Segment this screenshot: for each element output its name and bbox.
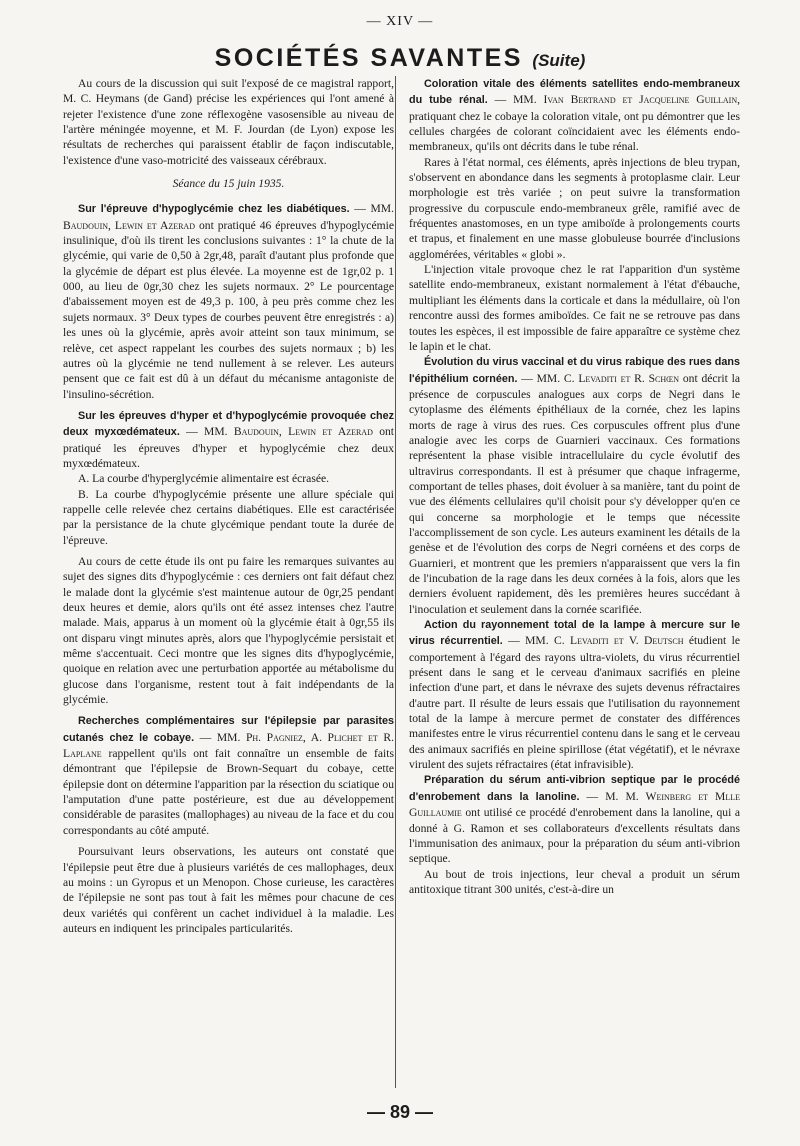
paragraph: Poursuivant leurs observations, les auteurs ont constaté que l'épilepsie peut être due à plusieurs variétés de ces mallophages, deux au moins : un Gyropus et un Menopon. Chose curieuse, les caractères de l'épilepsie ne sont pas tout à fait les mêmes pour chacune de ces deux variétés qui confèrent un cachet individuel à la maladie. Les auteurs en indiquent les principales particularités.: [63, 845, 394, 935]
left-column: [63, 76, 394, 936]
right-column: [409, 76, 740, 897]
section-title-text: SOCIÉTÉS SAVANTES: [214, 44, 523, 72]
article-body: ont pratiqué 46 épreuves d'hypoglycémie insulinique, d'où ils tirent les conclusions suivantes : 1° la chute de la glycémie, qui varie de 0,50 à 2gr,48, paraît d'autant plus profonde que la glycémie de départ est plus élevée. La moyenne est de 1gr,02 p. 1 000, au lieu de 0gr,30 chez les sujets normaux. 2° Le pourcentage d'abaissement moyen est de 49,3 p. 100, à peu près comme chez les sujets normaux. 3° Deux types de courbes peuvent être enregistrés : a) les unes où la glycémie, après avoir atteint son taux minimum, se relève, cet aspect rappelant les courbes des sujets normaux ; b) les autres où la glycémie ne tend nullement à se relever. Les auteurs pensent que ce fait est dû à un défaut du mécanisme antagoniste de l'insulino-sécrétion.: [63, 218, 394, 401]
article-hypoglycemie-diabetiques: Sur l'épreuve d'hypoglycémie chez les diabétiques. — MM. Baudouin, Lewin et Azerad ont pratiqué 46 épreuves d'hypoglycémie insulinique, d'où ils tirent les conclusions suivantes : 1° la chute de la glycémie, qui varie de 0,50 à 2gr,48, paraît d'autant plus profonde que la glycémie de départ est plus élevée. La moyenne est de 1gr,02 p. 1 000, au lieu de 0gr,30 chez les sujets normaux. 2° Le pourcentage d'abaissement moyen est de 49,3 p. 100, à peu près comme chez les sujets normaux. 3° Deux types de courbes peuvent être enregistrés : a) les unes où la glycémie, après avoir atteint son taux minimum, se relève, cet aspect rappelant les courbes des sujets normaux ; b) les autres où la glycémie ne tend nullement à se relever. Les auteurs pensent que ce fait est dû à un défaut du mécanisme antagoniste de l'insulino-sécrétion.: [63, 202, 394, 401]
article-body: ont décrit la présence de corpuscules analogues aux corps de Negri dans le cytoplasme des éléments épithéliaux de la cornée, chez les lapins morts de rage à virus des rues. Ces corpuscules offrent plus d'une analogie avec les corps de Guarnieri vaccinaux. Ces formations représentent la phase visible intracellulaire du cycle évolutif des ultravirus correspondants. Il est à présumer que chaque infragerme, comportant de telles phases, doit évoluer à sa manière, tant du point de vue des éléments cellulaires qu'il choisit pour s'y développer qu'en ce qui concerne sa morphologie et le temps que nécessite l'accomplissement de son cycle. Les auteurs examinent les détails de la genèse et de l'évolution des corps de Negri cornéens et des corps de Guarnieri, et montrent que les premiers n'apparaissent que vers la fin de l'incubation de la rage dans les deux cornées à la fois, alors que les derniers évoluent rapidement, dès les premières heures succédant à l'inoculation et seulement dans la cornée scarifiée.: [409, 371, 741, 616]
paragraph: Au bout de trois injections, leur cheval a produit un sérum antitoxique titrant 300 unités, c'est-à-dire un: [409, 867, 740, 896]
paragraph: L'injection vitale provoque chez le rat l'apparition d'un système satellite endo-membraneux, existant normalement à l'état d'ébauche, multipliant les éléments dans la corticale et dans la médullaire, où l'on rencontre aussi des formes amiboïdes. Ce fait ne se retrouve pas dans toutes les espèces, il est impossible de faire apparaître ce système chez le lapin et le chat.: [409, 263, 740, 353]
article-authors: MM. C. Levaditi et R. Schœn: [536, 371, 680, 385]
roman-page-number: — XIV —: [366, 14, 434, 29]
article-authors: MM. Baudouin, Lewin et Azerad: [204, 425, 373, 439]
intro-paragraph: Au cours de la discussion qui suit l'exposé de ce magistral rapport, M. C. Heymans (de Gand) précise les expériences qui l'ont amené à rejeter l'existence d'une zone réflexogène vasosensible au niveau de l'artère méningée moyenne, et M. F. Jourdan (de Lyon) expose les résultats de recherches qui paraissent établir de façon indiscutable, l'existence d'une vaso-motricité des vaisseaux cérébraux.: [63, 77, 394, 167]
article-virus-vaccinal: Évolution du virus vaccinal et du virus rabique des rues dans l'épithélium cornéen. — MM. C. Levaditi et R. Schœn ont décrit la présence de corpuscules analogues aux corps de Negri dans le cytoplasme des éléments épithéliaux de la cornée, chez les lapins morts de rage à virus des rues. Ces corpuscules offrent plus d'une analogie avec les corps de Guarnieri vaccinaux. Ces formations représentent la phase visible intracellulaire du cycle évolutif des ultravirus correspondants. Il est à présumer que chaque infragerme, comportant de telles phases, doit évoluer à sa manière, tant du point de vue des éléments cellulaires qu'il choisit pour s'y développer qu'en ce qui concerne sa morphologie et le temps que nécessite l'accomplissement de son cycle. Les auteurs examinent les détails de la genèse et de l'évolution des corps de Negri cornéens et des corps de Guarnieri, et montrent que les premiers n'apparaissent que vers la fin de l'incubation de la rage dans les deux cornées à la fois, alors que les derniers évoluent rapidement, dès les premières heures succédant à l'inoculation et seulement dans la cornée scarifiée.: [409, 356, 741, 616]
article-heading: Sur les épreuves d'hyper et d'hypoglycémie provoquée chez deux myxœdémateux.: [63, 409, 394, 439]
paragraph: Au cours de cette étude ils ont pu faire les remarques suivantes au sujet des signes dits d'hypoglycémie : ces derniers ont fait défaut chez le malade dont la glycémie s'est maintenue autour de 0gr,25 pendant deux heures et demie, alors qu'ils ont été assez intenses chez l'autre malade. Mais, apparus à un moment où la glycémie était à 0gr,55 ils ont disparu vingt minutes après, alors que l'hypoglycémie persistait et même s'accentuait. Ceci montre que les signes dits d'hypoglycémie, quoique en relation avec une perturbation apportée au métabolisme du glucose dans l'organisme, restent tout à fait indépendants de la glycémie.: [63, 554, 394, 707]
article-body: étudient le comportement à l'égard des rayons ultra-violets, du virus récurrentiel présent dans le sang et le cerveau d'animaux sacrifiés en pleine infection d'une part, et dans le névraxe des sujets devenus réfractaires d'autre part. Il résulte de leurs essais que l'utilisation du rayonnement total de la lampe à mercure permet de constater des différences manifestes entre le virus récurrentiel contenu dans le sang et le cerveau des animaux sacrifiés en pleine spirillose (état végétatif), et le névraxe virulent des sujets réfractaires (état infravisible).: [409, 634, 740, 772]
article-serum-anti-vibrion: Préparation du sérum anti-vibrion septique par le procédé d'enrobement dans la lanoline. — M. M. Weinberg et Mlle Guillaumie ont utilisé ce procédé d'enrobement dans la lanoline, qui a donné à G. Ramon et ses collaborateurs d'excellents résultats dans l'immunisation des animaux, pour la préparation du séum anti-vibrion septique.: [409, 774, 741, 866]
article-body: ont pratiqué les épreuves d'hyper et hypoglycémie chez deux myxœdémateux.: [63, 425, 395, 470]
article-heading: Action du rayonnement total de la lampe à mercure sur le virus récurrentiel.: [409, 619, 740, 648]
paragraph: A. La courbe d'hyperglycémie alimentaire est écrasée.: [78, 472, 330, 486]
article-heading: Évolution du virus vaccinal et du virus rabique des rues dans l'épithélium cornéen.: [409, 356, 740, 385]
section-title: [0, 44, 800, 73]
paragraph: B. La courbe d'hypoglycémie présente une allure spéciale qui rappelle celle relevée chez certains diabétiques. Elle est caractérisée par la persistance de la chute glycémique pendant toute la durée de l'épreuve.: [63, 487, 394, 547]
article-myxoedemateux: Sur les épreuves d'hyper et d'hypoglycémie provoquée chez deux myxœdémateux. — MM. Baudouin, Lewin et Azerad ont pratiqué les épreuves d'hyper et hypoglycémie chez deux myxœdémateux.: [63, 409, 395, 470]
seance-date: Séance du 15 juin 1935.: [172, 177, 285, 191]
article-heading: Préparation du sérum anti-vibrion septique par le procédé d'enrobement dans la lanoline.: [409, 774, 740, 803]
article-epilepsie-cobaye: Recherches complémentaires sur l'épilepsie par parasites cutanés chez le cobaye. — MM. Ph. Pagniez, A. Plichet et R. Laplane rappellent qu'ils ont fait connaître un ensemble de faits démontrant que l'épilepsie de Brown-Sequart du cobaye, cette épilepsie dont on détermine l'apparition par la résection du sciatique ou l'amputation d'une patte postérieure, est due au développement considérable de parasites (mallophages) au niveau de la face et du cou correspondants au côté amputé.: [63, 715, 395, 837]
article-body: rappellent qu'ils ont fait connaître un ensemble de faits démontrant que l'épilepsie de Brown-Sequart du cobaye, cette épilepsie dont on détermine l'apparition par la résection du sciatique ou l'amputation d'une patte postérieure, est due au développement considérable de parasites (mallophages) au niveau de la face et du cou correspondants au côté amputé.: [63, 747, 394, 837]
article-authors: MM. Ivan Bertrand et Jacqueline Guillain: [513, 93, 738, 107]
article-heading: Sur l'épreuve d'hypoglycémie chez les diabétiques.: [78, 203, 350, 216]
article-body: , pratiquant chez le cobaye la coloration vitale, ont pu démontrer que les cellules chargées de colorant coïncidaient avec les éléments endo-membraneux, qu'ils ont décrits dans le tube rénal.: [409, 93, 741, 154]
article-authors: M. M. Weinberg et Mlle Guillaumie: [409, 789, 741, 820]
article-authors: MM. Baudouin, Lewin et Azerad: [63, 202, 394, 232]
article-authors: MM. Ph. Pagniez, A. Plichet et R. Laplane: [63, 730, 395, 761]
section-title-suite: (Suite): [532, 51, 586, 70]
article-coloration-vitale: Coloration vitale des éléments satellites endo-membraneux du tube rénal. — MM. Ivan Bertrand et Jacqueline Guillain, pratiquant chez le cobaye la coloration vitale, ont pu démontrer que les cellules chargées de colorant coïncidaient avec les éléments endo-membraneux, qu'ils ont décrits dans le tube rénal.: [409, 78, 741, 154]
paragraph: Rares à l'état normal, ces éléments, après injections de bleu trypan, s'observent en abondance dans les segments à protoplasme clair. Leur morphologie est très variée ; on peut suivre la transformation progressive du corpuscule endo-membraneux grêle, ramifié avec de fréquentes anastomoses, en un type amiboïde à prolongements courts et trapus, et finalement en une masse globuleuse bourrée d'inclusions agglomérées, véritables « globi ».: [409, 155, 740, 261]
page-number: — 89 —: [366, 1102, 434, 1122]
column-divider: [395, 76, 396, 1088]
article-heading: Coloration vitale des éléments satellites endo-membraneux du tube rénal.: [409, 78, 740, 107]
article-heading: Recherches complémentaires sur l'épilepsie par parasites cutanés chez le cobaye.: [63, 715, 394, 744]
article-body: ont utilisé ce procédé d'enrobement dans la lanoline, qui a donné à G. Ramon et ses collaborateurs d'excellents résultats dans l'immunisation des animaux, pour la préparation du séum anti-vibrion septique.: [409, 806, 740, 866]
article-lampe-mercure: Action du rayonnement total de la lampe à mercure sur le virus récurrentiel. — MM. C. Levaditi et V. Deutsch étudient le comportement à l'égard des rayons ultra-violets, du virus récurrentiel présent dans le sang et le cerveau d'animaux sacrifiés en pleine infection d'une part, et dans le névraxe des sujets devenus réfractaires d'autre part. Il résulte de leurs essais que l'utilisation du rayonnement total de la lampe à mercure permet de constater des différences manifestes entre le virus récurrentiel contenu dans le sang et le cerveau des animaux sacrifiés en pleine spirillose (état végétatif), et le névraxe virulent des sujets réfractaires (état infravisible).: [409, 619, 740, 772]
article-authors: MM. C. Levaditi et V. Deutsch: [525, 634, 684, 648]
